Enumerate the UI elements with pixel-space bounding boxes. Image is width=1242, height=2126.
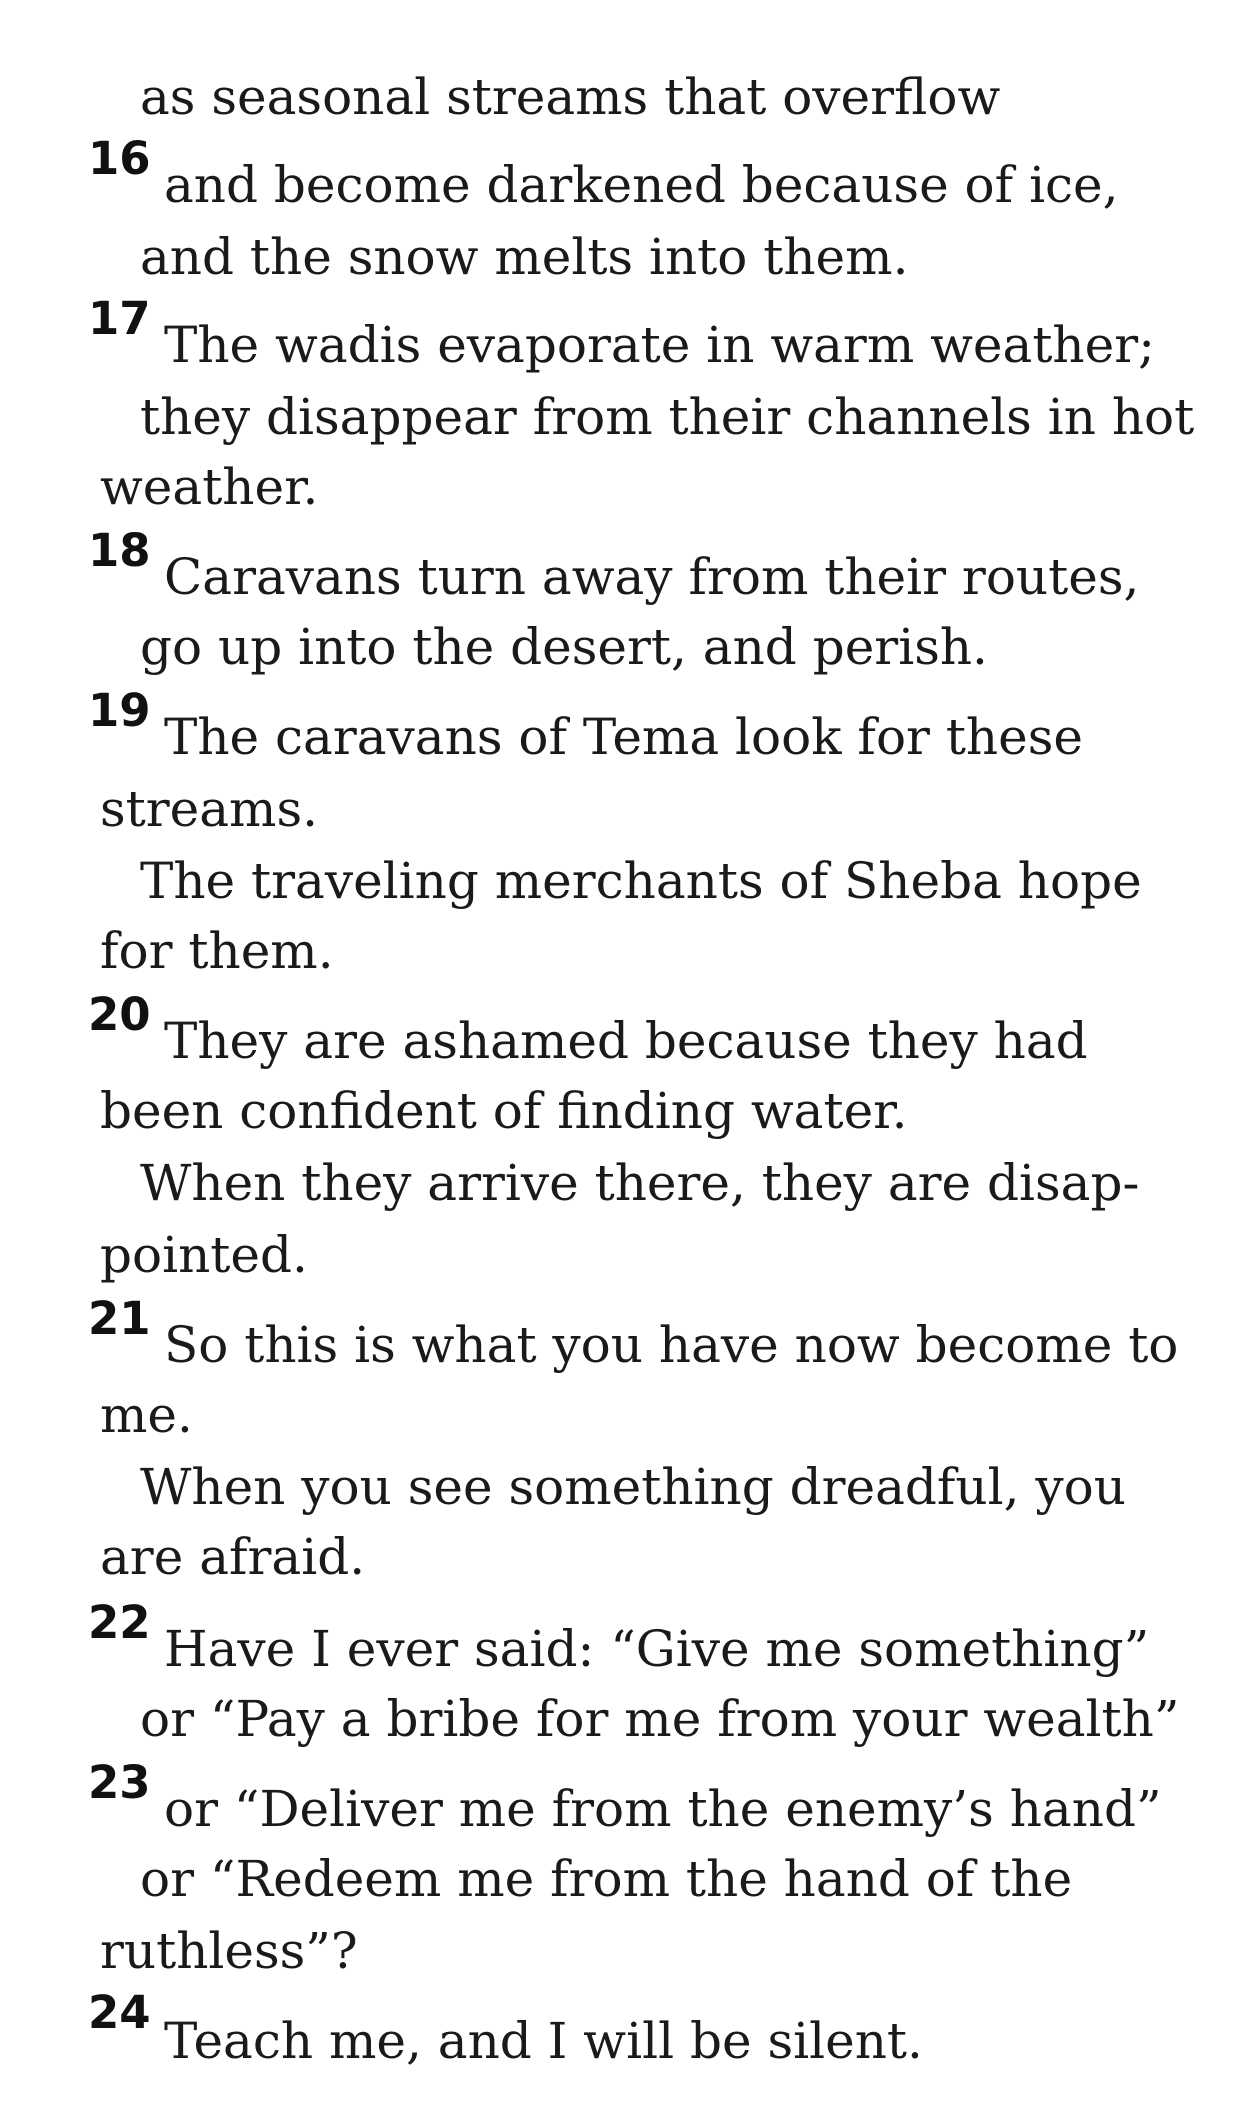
verse-number: 16 — [88, 132, 151, 185]
verse-line: Caravans turn away from their routes, — [164, 548, 1140, 606]
verse-number: 17 — [88, 292, 151, 345]
verse-line: pointed. — [100, 1226, 308, 1284]
verse-line: and become darkened because of ice, — [164, 156, 1119, 214]
verse-line: they disappear from their channels in hot — [140, 388, 1195, 446]
verse-number: 22 — [88, 1596, 151, 1649]
verse-line: The wadis evaporate in warm weather; — [164, 316, 1155, 374]
verse-line: are afraid. — [100, 1528, 366, 1586]
verse-line: weather. — [100, 458, 319, 516]
verse-line: The traveling merchants of Sheba hope — [140, 852, 1142, 910]
verse-line: as seasonal streams that overflow — [140, 68, 1001, 126]
verse-line: or “Deliver me from the enemy’s hand” — [164, 1780, 1162, 1838]
verse-line: When you see something dreadful, you — [140, 1458, 1126, 1516]
verse-line: for them. — [100, 922, 334, 980]
verse-line: me. — [100, 1386, 193, 1444]
verse-number: 23 — [88, 1756, 151, 1809]
verse-line: ruthless”? — [100, 1922, 358, 1980]
verse-line: So this is what you have now become to — [164, 1316, 1179, 1374]
verse-number: 20 — [88, 988, 151, 1041]
verse-line: been confident of finding water. — [100, 1082, 908, 1140]
verse-number: 19 — [88, 684, 151, 737]
verse-line: streams. — [100, 780, 319, 838]
verse-number: 24 — [88, 1986, 151, 2039]
verse-line: Have I ever said: “Give me something” — [164, 1620, 1150, 1678]
verse-line: They are ashamed because they had — [164, 1012, 1088, 1070]
verse-line: The caravans of Tema look for these — [164, 708, 1083, 766]
verse-number: 18 — [88, 524, 151, 577]
verse-line: go up into the desert, and perish. — [140, 618, 988, 676]
verse-line: or “Redeem me from the hand of the — [140, 1850, 1073, 1908]
verse-line: Teach me, and I will be silent. — [164, 2012, 923, 2070]
verse-line: and the snow melts into them. — [140, 228, 909, 286]
verse-line: When they arrive there, they are disap- — [140, 1154, 1140, 1212]
verse-line: or “Pay a bribe for me from your wealth” — [140, 1690, 1180, 1748]
verse-number: 21 — [88, 1292, 151, 1345]
